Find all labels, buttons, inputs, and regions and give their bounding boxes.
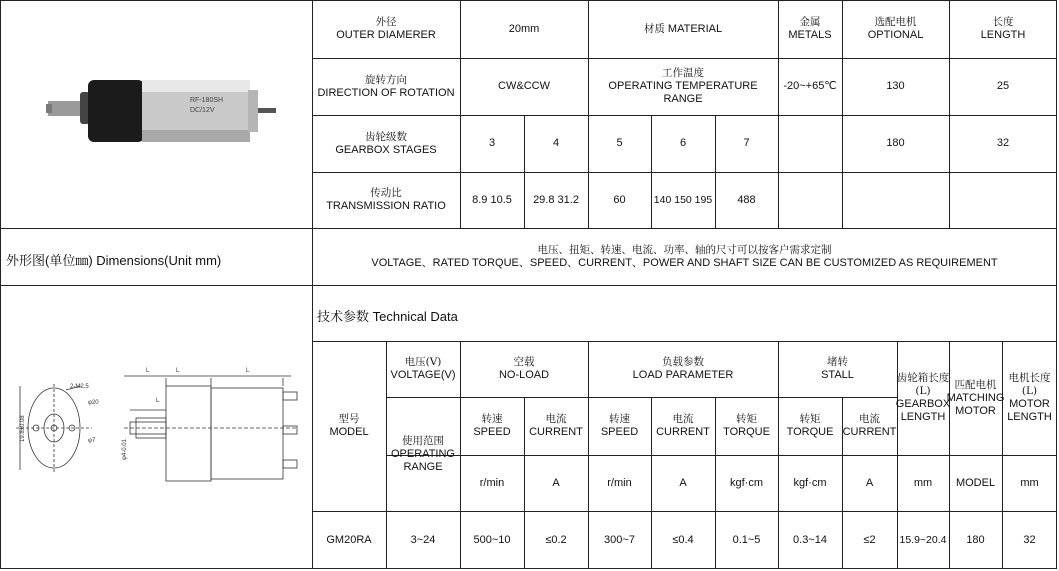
ratio-value: 488 (737, 193, 756, 206)
data-cell: ≤2 (863, 533, 876, 546)
torque-header: 转矩 TORQUE (786, 413, 834, 438)
speed-header: 转速 SPEED (600, 413, 639, 438)
gearbox-stage-value: 3 (488, 137, 496, 149)
voltage-header: 电压(V) VOLTAGE(V) (390, 356, 456, 381)
motor-label-text: RF-180SH (190, 97, 224, 104)
unit-cell: mm (1020, 476, 1039, 489)
material-label: 材质 MATERIAL (643, 22, 723, 35)
gearbox-stage-value: 6 (679, 137, 687, 149)
operating-temp-value: -20~+65℃ (783, 80, 837, 92)
customization-note: 电压、扭矩、转速、电流、功率、轴的尺寸可以按客户需求定制 VOLTAGE、RATED TORQUE、SPEED、CURRENT、POWER AND SHAFT SIZE CAN BE CUSTOMIZED AS REQUIREMENT (371, 243, 998, 269)
ratio-value: 29.8 31.2 (533, 193, 579, 206)
motor-length-header: 电机长度(L) MOTOR LENGTH (1007, 372, 1052, 423)
ratio-value: 8.9 10.5 (472, 193, 512, 206)
drawing-label-phi20: φ20 (88, 400, 99, 406)
torque-header: 转矩 TORQUE (723, 413, 770, 438)
length-label: 长度 LENGTH (980, 16, 1026, 41)
svg-text:19.8±0.08: 19.8±0.08 (20, 415, 26, 442)
gearbox-stages-label: 齿轮级数 GEARBOX STAGES (335, 130, 437, 156)
model-header: 型号 MODEL (329, 413, 369, 438)
current-header: 电流 CURRENT (842, 413, 897, 438)
unit-cell: mm (913, 476, 933, 489)
load-parameter-header: 负载参数 LOAD PARAMETER (632, 356, 734, 381)
data-cell: 0.3~14 (793, 533, 827, 546)
operating-temp-label: 工作温度 OPERATING TEMPERATURE RANGE (608, 67, 758, 105)
data-cell-model: GM20RA (326, 533, 372, 546)
gear-motor-photo (40, 68, 280, 158)
unit-cell: kgf·cm (730, 476, 763, 489)
drawing-label-l2: L (176, 368, 180, 374)
dimension-drawing (6, 356, 306, 491)
drawing-label-l4: L (156, 398, 160, 404)
unit-cell: r/min (479, 476, 505, 489)
data-cell: 32 (1023, 533, 1036, 546)
drawing-label-m25: 2-M2.5 (70, 384, 89, 390)
speed-header: 转速 SPEED (473, 413, 511, 438)
outer-diameter-label: 外径 OUTER DIAMERER (336, 16, 436, 41)
direction-label: 旋转方向 DIRECTION OF ROTATION (317, 73, 455, 99)
gearbox-stage-value: 4 (552, 137, 560, 149)
gearbox-stage-value: 5 (616, 137, 623, 149)
ratio-value: 60 (613, 193, 626, 206)
data-cell: 300~7 (604, 533, 635, 546)
drawing-label-phi7: φ7 (88, 438, 96, 444)
drawing-label-l1: L (146, 368, 150, 374)
noload-header: 空载 NO-LOAD (498, 356, 550, 381)
drawing-label-l3: L (246, 368, 250, 374)
outer-diameter-value: 20mm (508, 22, 540, 35)
current-header: 电流 CURRENT (656, 413, 710, 438)
svg-text:φ4-0.01: φ4-0.01 (122, 439, 128, 460)
data-cell: ≤0.2 (545, 533, 567, 546)
stall-header: 堵转 STALL (821, 356, 854, 381)
unit-cell: A (679, 476, 687, 489)
gearbox-length-header: 齿轮箱长度(L) GEARBOX LENGTH (895, 372, 951, 423)
data-cell: 0.1~5 (732, 533, 761, 546)
data-cell: 500~10 (473, 533, 511, 546)
gearbox-stage-value: 7 (743, 137, 750, 149)
data-cell: ≤0.4 (672, 533, 694, 546)
operating-range-header: 使用范围 OPERATING RANGE (391, 434, 455, 473)
ratio-value: 140 150 195 (653, 193, 713, 206)
motor-voltage-label: DC/12V (190, 107, 215, 114)
unit-cell: r/min (607, 476, 632, 489)
length-value-2: 32 (996, 137, 1010, 149)
data-cell: 180 (966, 533, 985, 546)
unit-cell: kgf·cm (793, 476, 827, 489)
data-cell: 3~24 (410, 533, 436, 546)
technical-data-title: 技术参数 Technical Data (317, 309, 458, 324)
unit-cell: A (552, 476, 560, 489)
optional-motor-label: 选配电机 OPTIONAL (867, 16, 924, 41)
ratio-label: 传动比 TRANSMISSION RATIO (326, 187, 446, 212)
unit-cell: MODEL (955, 476, 996, 489)
current-header: 电流 CURRENT (529, 413, 583, 438)
length-value-1: 25 (996, 80, 1010, 92)
direction-value: CW&CCW (498, 80, 550, 92)
unit-cell: A (865, 476, 874, 489)
optional-value-2: 180 (886, 137, 905, 149)
data-cell: 15.9~20.4 (899, 533, 947, 546)
material-value: 金属 METALS (788, 16, 832, 41)
matching-motor-header: 匹配电机 MATCHING MOTOR (946, 378, 1005, 417)
dimensions-label: 外形图(单位㎜) Dimensions(Unit mm) (6, 253, 222, 268)
optional-value-1: 130 (886, 80, 905, 92)
